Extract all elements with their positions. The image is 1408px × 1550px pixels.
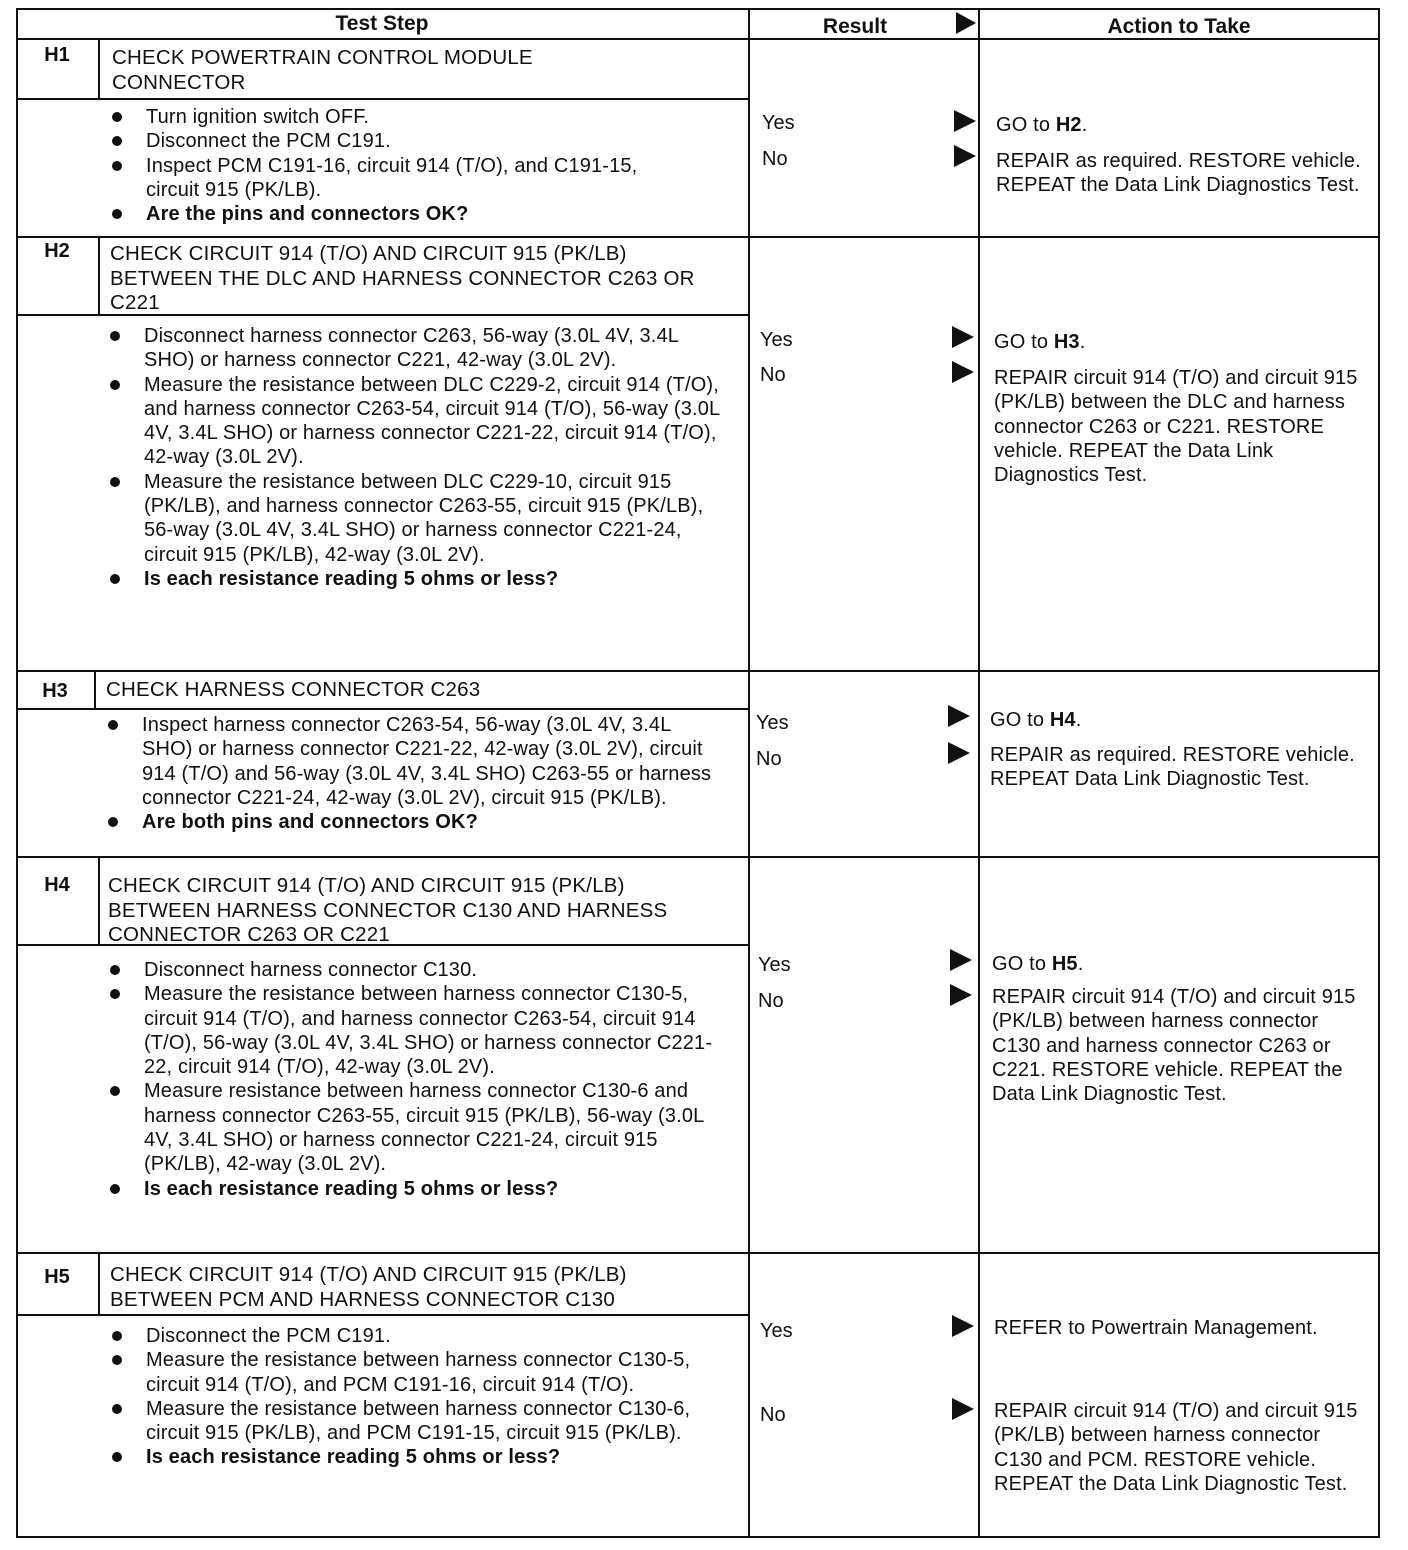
step-procedure bbox=[112, 105, 672, 226]
result-no: No bbox=[756, 748, 782, 770]
rule-h1-sub bbox=[16, 98, 748, 100]
action-rest: as required. RESTORE vehicle. REPEAT the Data Link Diagnostics Test. bbox=[996, 150, 1361, 197]
result-yes-arrow-icon bbox=[954, 110, 976, 132]
action-rest: as required. RESTORE vehicle. REPEAT Data Link Diagnostic Test. bbox=[990, 744, 1355, 791]
action-rest: . bbox=[1079, 331, 1086, 353]
action-verb: REPAIR bbox=[994, 367, 1068, 389]
action-verb: GO to bbox=[992, 953, 1047, 975]
result-no: No bbox=[760, 364, 786, 386]
action-verb: GO to bbox=[996, 114, 1051, 136]
result-yes-arrow-icon bbox=[952, 326, 974, 348]
action-no bbox=[994, 366, 1374, 487]
rule-h3-sub bbox=[16, 708, 748, 710]
result-no: No bbox=[760, 1404, 786, 1426]
action-verb: REPAIR bbox=[990, 744, 1064, 766]
rule-h1-end bbox=[16, 236, 1380, 238]
rule-h5-sub bbox=[16, 1314, 748, 1316]
procedure-item: Measure the resistance between DLC C229-2, circuit 914 (T/O), and harness connector C263-54, circuit 914 (T/O), 56-way (3.0L 4V, 3.4L SHO) or harness connector C221-22, circuit 914 (T/O), 42-way (3.0L 2V). bbox=[110, 373, 720, 470]
result-no-arrow-icon bbox=[952, 361, 974, 383]
step-procedure bbox=[110, 324, 720, 591]
rule-h3-id bbox=[94, 670, 96, 710]
result-yes: Yes bbox=[760, 329, 793, 351]
step-title: CHECK CIRCUIT 914 (T/O) AND CIRCUIT 915 (PK/LB) BETWEEN PCM AND HARNESS CONNECTOR C130 bbox=[110, 1263, 627, 1311]
step-id: H2 bbox=[44, 240, 70, 262]
result-yes: Yes bbox=[760, 1320, 793, 1342]
rule-h3-end bbox=[16, 856, 1380, 858]
result-yes-arrow-icon bbox=[948, 705, 970, 727]
procedure-item: Measure the resistance between harness connector C130-6, circuit 915 (PK/LB), and PCM C191-15, circuit 915 (PK/LB). bbox=[112, 1397, 722, 1446]
result-no: No bbox=[762, 148, 788, 170]
action-verb: REPAIR bbox=[994, 1400, 1068, 1422]
step-procedure bbox=[108, 713, 718, 834]
action-rest: circuit 914 (T/O) and circuit 915 (PK/LB) between the DLC and harness connector C263 or C221. RESTORE vehicle. REPEAT the Data Link Diagnostics Test. bbox=[994, 367, 1358, 487]
action-yes bbox=[994, 330, 1374, 354]
action-no bbox=[990, 743, 1370, 792]
result-yes: Yes bbox=[758, 954, 791, 976]
action-rest: circuit 914 (T/O) and circuit 915 (PK/LB) between harness connector C130 and harness connector C263 or C221. RESTORE vehicle. REPEAT the Data Link Diagnostic Test. bbox=[992, 986, 1356, 1106]
action-rest: . bbox=[1075, 709, 1082, 731]
rule-h4-id bbox=[98, 856, 100, 946]
procedure-question: Is each resistance reading 5 ohms or less? bbox=[112, 1445, 722, 1469]
procedure-item: Inspect PCM C191-16, circuit 914 (T/O), and C191-15, circuit 915 (PK/LB). bbox=[112, 154, 672, 203]
step-procedure bbox=[110, 958, 720, 1201]
action-verb: REPAIR bbox=[996, 150, 1070, 172]
rule-h4-end bbox=[16, 1252, 1380, 1254]
result-no-arrow-icon bbox=[952, 1398, 974, 1420]
action-verb: GO to bbox=[990, 709, 1045, 731]
procedure-item: Disconnect harness connector C263, 56-way (3.0L 4V, 3.4L SHO) or harness connector C221, 42-way (3.0L 2V). bbox=[110, 324, 720, 373]
action-yes bbox=[990, 708, 1370, 732]
step-title: CHECK HARNESS CONNECTOR C263 bbox=[106, 678, 481, 701]
procedure-item: Inspect harness connector C263-54, 56-way (3.0L 4V, 3.4L SHO) or harness connector C221-22, 42-way (3.0L 2V), circuit 914 (T/O) and 56-way (3.0L 4V, 3.4L SHO) C263-55 or harness connector C221-24, 42-way (3.0L 2V), circuit 915 (PK/LB). bbox=[108, 713, 718, 810]
action-verb: GO to bbox=[994, 331, 1049, 353]
result-no: No bbox=[758, 990, 784, 1012]
procedure-question: Are the pins and connectors OK? bbox=[112, 202, 672, 226]
action-verb: REFER bbox=[994, 1317, 1063, 1339]
action-target: H4 bbox=[1049, 709, 1076, 731]
procedure-item: Disconnect the PCM C191. bbox=[112, 1324, 722, 1348]
procedure-question: Is each resistance reading 5 ohms or less? bbox=[110, 1177, 720, 1201]
header-test-step: Test Step bbox=[335, 12, 429, 35]
procedure-item: Measure the resistance between harness connector C130-5, circuit 914 (T/O), and PCM C191-16, circuit 914 (T/O). bbox=[112, 1348, 722, 1397]
rule-h5-id bbox=[98, 1252, 100, 1316]
result-no-arrow-icon bbox=[950, 984, 972, 1006]
step-id: H1 bbox=[44, 44, 70, 66]
rule-h2-end bbox=[16, 670, 1380, 672]
action-verb: REPAIR bbox=[992, 986, 1066, 1008]
result-yes-arrow-icon bbox=[952, 1315, 974, 1337]
action-rest: circuit 914 (T/O) and circuit 915 (PK/LB) between harness connector C130 and PCM. RESTORE vehicle. REPEAT the Data Link Diagnostic Test. bbox=[994, 1400, 1358, 1495]
procedure-item: Measure the resistance between DLC C229-10, circuit 915 (PK/LB), and harness connector C263-55, circuit 915 (PK/LB), 56-way (3.0L 4V, 3.4L SHO) or harness connector C221-24, circuit 915 (PK/LB), 42-way (3.0L 2V). bbox=[110, 470, 720, 567]
action-rest: to Powertrain Management. bbox=[1062, 1317, 1318, 1339]
action-yes bbox=[994, 1316, 1374, 1340]
procedure-question: Are both pins and connectors OK? bbox=[108, 810, 718, 834]
action-no bbox=[996, 149, 1371, 198]
action-no bbox=[992, 985, 1372, 1106]
header-result: Result bbox=[822, 15, 888, 38]
step-id: H5 bbox=[44, 1266, 70, 1288]
rule-top bbox=[16, 8, 1380, 10]
procedure-item: Measure resistance between harness connector C130-6 and harness connector C263-55, circuit 915 (PK/LB), 56-way (3.0L 4V, 3.4L SHO) or harness connector C221-24, circuit 915 (PK/LB), 42-way (3.0L 2V). bbox=[110, 1079, 720, 1176]
action-no bbox=[994, 1399, 1374, 1496]
result-no-arrow-icon bbox=[954, 145, 976, 167]
step-procedure bbox=[112, 1324, 722, 1470]
action-target: H5 bbox=[1051, 953, 1078, 975]
rule-h2-id bbox=[98, 236, 100, 316]
procedure-question: Is each resistance reading 5 ohms or less? bbox=[110, 567, 720, 591]
procedure-item: Turn ignition switch OFF. bbox=[112, 105, 672, 129]
result-yes-arrow-icon bbox=[950, 949, 972, 971]
action-target: H2 bbox=[1055, 114, 1082, 136]
step-id: H4 bbox=[44, 874, 70, 896]
rule-h1-id bbox=[98, 38, 100, 100]
diagnostic-table bbox=[16, 8, 1380, 1538]
step-title: CHECK CIRCUIT 914 (T/O) AND CIRCUIT 915 (PK/LB) BETWEEN THE DLC AND HARNESS CONNECTOR C263 OR C221 bbox=[110, 242, 695, 314]
result-yes: Yes bbox=[762, 112, 795, 134]
action-yes bbox=[992, 952, 1372, 976]
rule-bottom bbox=[16, 1536, 1380, 1538]
procedure-item: Measure the resistance between harness connector C130-5, circuit 914 (T/O), and harness connector C263-54, circuit 914 (T/O), 56-way (3.0L 4V, 3.4L SHO) or harness connector C221-22, circuit 914 (T/O), 42-way (3.0L 2V). bbox=[110, 982, 720, 1079]
header-arrow-icon bbox=[956, 12, 976, 34]
action-yes bbox=[996, 113, 1371, 137]
step-title: CHECK POWERTRAIN CONTROL MODULE CONNECTOR bbox=[112, 46, 533, 94]
step-title: CHECK CIRCUIT 914 (T/O) AND CIRCUIT 915 (PK/LB) BETWEEN HARNESS CONNECTOR C130 AND HARNESS CONNECTOR C263 OR C221 bbox=[108, 874, 668, 946]
result-yes: Yes bbox=[756, 712, 789, 734]
action-rest: . bbox=[1081, 114, 1088, 136]
step-id: H3 bbox=[42, 680, 68, 702]
procedure-item: Disconnect harness connector C130. bbox=[110, 958, 720, 982]
procedure-item: Disconnect the PCM C191. bbox=[112, 129, 672, 153]
action-target: H3 bbox=[1053, 331, 1080, 353]
result-no-arrow-icon bbox=[948, 742, 970, 764]
action-rest: . bbox=[1077, 953, 1084, 975]
header-action: Action to Take bbox=[1107, 15, 1251, 38]
